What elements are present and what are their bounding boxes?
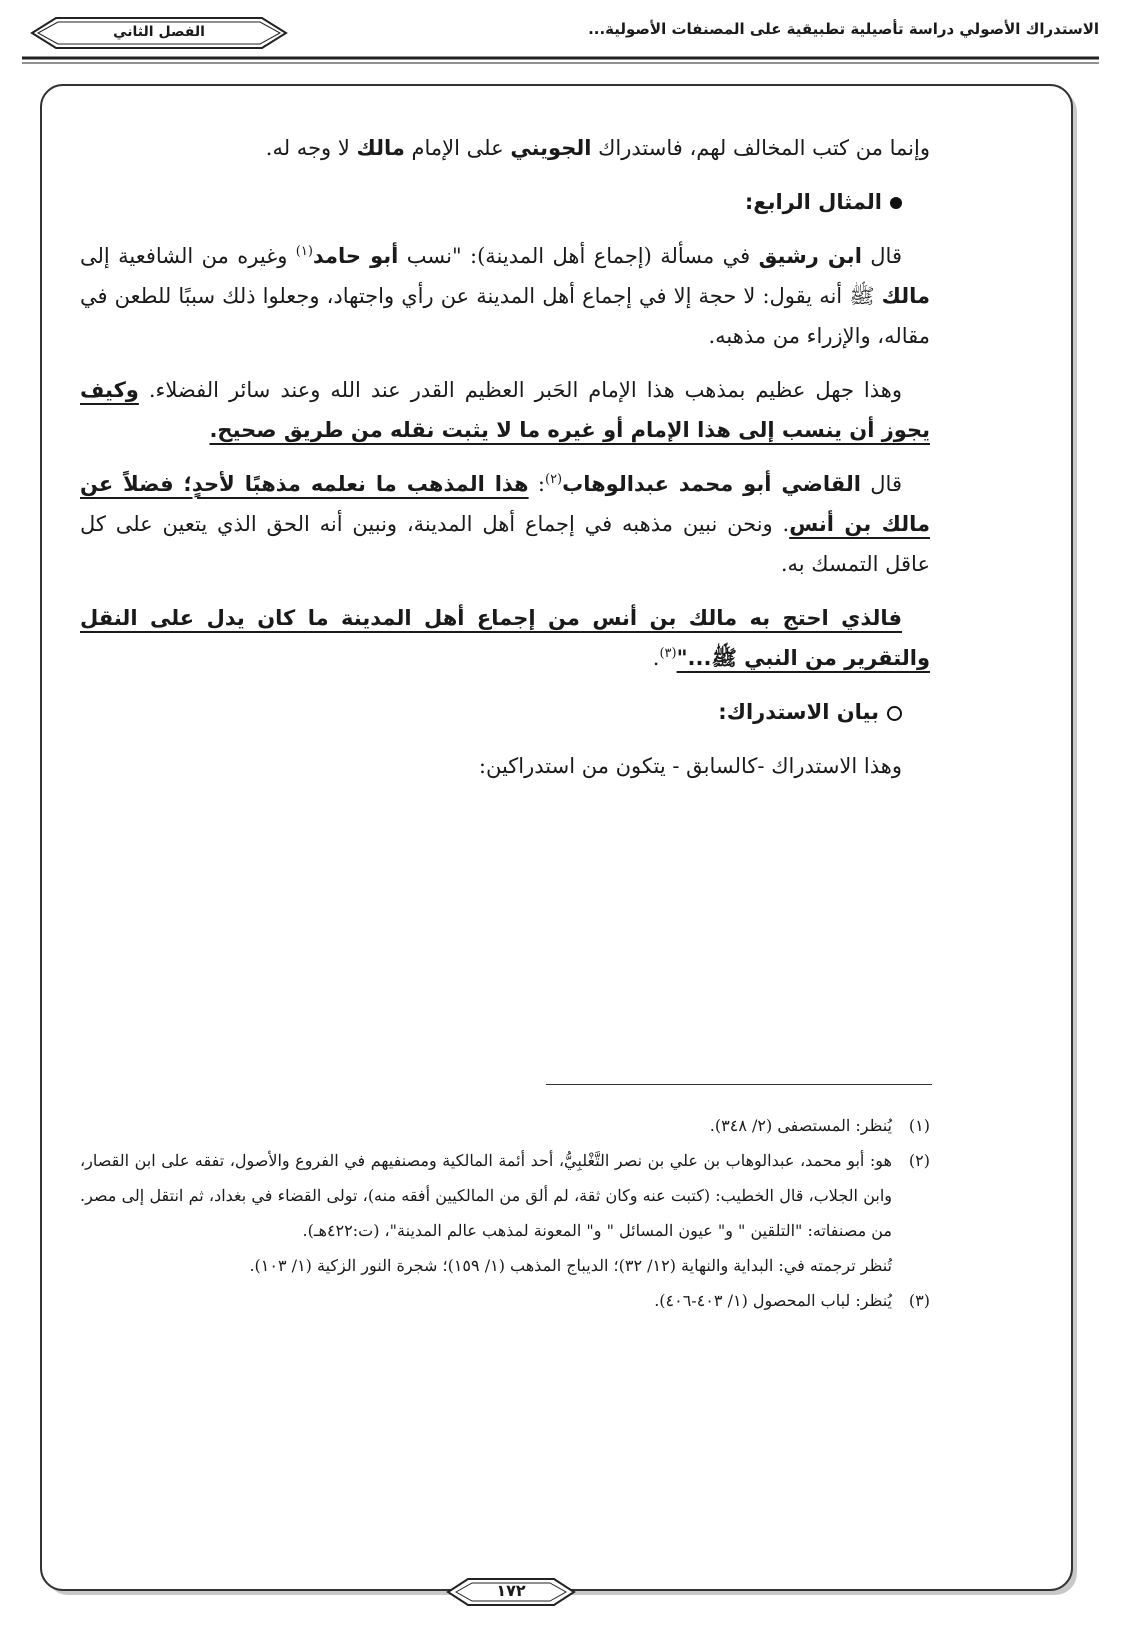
footnote-separator: [546, 1084, 932, 1085]
footnote-text: هو: أبو محمد، عبدالوهاب بن علي بن نصر التَّغْلبِيُّ، أحد أئمة المالكية ومصنفيهم في الفروع والأصول، تفقه على ابن القصار، وابن الجلاب، قال الخطيب: (كتبت عنه وكان ثقة، لم ألق من المالكيين أفقه منه)، تولى القضاء في بغداد، ثم انتقل إلى مصر. من مصنفاته: "التلقين " و" عيون المسائل " و" المعونة لمذهب عالم المدينة"، (ت:٤٢٢هـ).: [80, 1151, 892, 1240]
page-number-badge: [446, 1575, 576, 1609]
chapter-badge: [30, 16, 288, 50]
circle-icon: [887, 706, 902, 721]
name-juwayni: الجويني: [510, 136, 592, 160]
paragraph-3: [80, 370, 930, 450]
emphasized-text: هذا المذهب ما نعلمه مذهبًا لأحدٍ؛ فضلاً عن مالك بن أنس: [80, 472, 930, 536]
text-run: قال: [861, 244, 902, 268]
footnote-number: (١): [908, 1116, 930, 1135]
footnote-ref-2[interactable]: (٢): [544, 472, 563, 487]
text-run: :: [528, 472, 545, 496]
name-malik: مالك: [356, 136, 405, 160]
heading-explanation: [80, 692, 930, 732]
footnote-text: يُنظر: لباب المحصول (١/ ٤٠٣-٤٠٦).: [654, 1291, 892, 1310]
footnote-2: [80, 1143, 930, 1248]
footnote-2-references: تُنظر ترجمته في: البداية والنهاية (١٢/ ٣٢)؛ الديباج المذهب (١/ ١٥٩)؛ شجرة النور الزكية (١/ ١٠٣).: [249, 1256, 892, 1275]
emphasized-text: فالذي احتج به مالك بن أنس من إجماع أهل المدينة ما كان يدل على النقل والتقرير من النبي ﷺ...": [80, 606, 930, 670]
name-qadi-abdulwahhab: القاضي أبو محمد عبدالوهاب: [562, 472, 861, 496]
emphasized-text: وكيف يجوز أن ينسب إلى هذا الإمام أو غيره ما لا يثبت نقله من طريق صحيح.: [80, 378, 930, 442]
footnote-1: [80, 1108, 930, 1143]
paragraph-1: [80, 128, 930, 168]
heading-example-four: [80, 182, 930, 222]
text-run: قال: [861, 472, 902, 496]
paragraph-5: [80, 598, 930, 678]
text-run: وهذا جهل عظيم بمذهب هذا الإمام الحَبر العظيم القدر عند الله وعند سائر الفضلاء.: [138, 378, 902, 402]
page-number: ١٧٢: [496, 1581, 526, 1600]
header-rule: [22, 56, 1099, 64]
footnotes: [80, 1108, 930, 1318]
heading-text: المثال الرابع:: [744, 190, 882, 214]
footnote-number: (٣): [908, 1291, 930, 1310]
text-run: على الإمام: [404, 136, 511, 160]
chapter-label: الفصل الثاني: [113, 24, 205, 40]
text-run: ﷺ أنه يقول: لا حجة إلا في إجماع أهل المدينة عن رأي واجتهاد، وجعلوا ذلك سببًا للطعن في مقاله، والإزراء من مذهبه.: [80, 284, 930, 348]
text-run: . ونحن نبين مذهبه في إجماع أهل المدينة، ونبين أنه الحق الذي يتعين على كل عاقل التمسك به.: [80, 512, 930, 576]
paragraph-6: وهذا الاستدراك -كالسابق - يتكون من استدراكين:: [478, 754, 902, 778]
name-abu-hamid: أبو حامد: [312, 244, 399, 268]
text-run: لا وجه له.: [265, 136, 357, 160]
text-run: في مسألة (إجماع أهل المدينة): "نسب: [398, 244, 759, 268]
text-run: وإنما من كتب المخالف لهم، فاستدراك: [591, 136, 930, 160]
name-malik: مالك: [881, 284, 930, 308]
footnote-ref-3[interactable]: (٣): [659, 646, 677, 661]
footnote-number: (٢): [908, 1151, 930, 1170]
main-content: [80, 128, 930, 800]
page-header: [22, 14, 1099, 60]
paragraph-4: [80, 464, 930, 584]
footnote-ref-1[interactable]: (١): [295, 244, 313, 259]
name-ibn-rashiq: ابن رشيق: [758, 244, 862, 268]
bullet-icon: [890, 197, 902, 209]
text-run: .: [652, 646, 660, 670]
paragraph-2: [80, 236, 930, 356]
heading-text: بيان الاستدراك:: [718, 700, 879, 724]
text-run: وغيره من الشافعية إلى: [80, 244, 296, 268]
running-title: الاستدراك الأصولي دراسة تأصيلية تطبيقية على المصنفات الأصولية...: [588, 20, 1099, 38]
footnote-3: [80, 1283, 930, 1318]
footnote-text: يُنظر: المستصفى (٢/ ٣٤٨).: [709, 1116, 892, 1135]
